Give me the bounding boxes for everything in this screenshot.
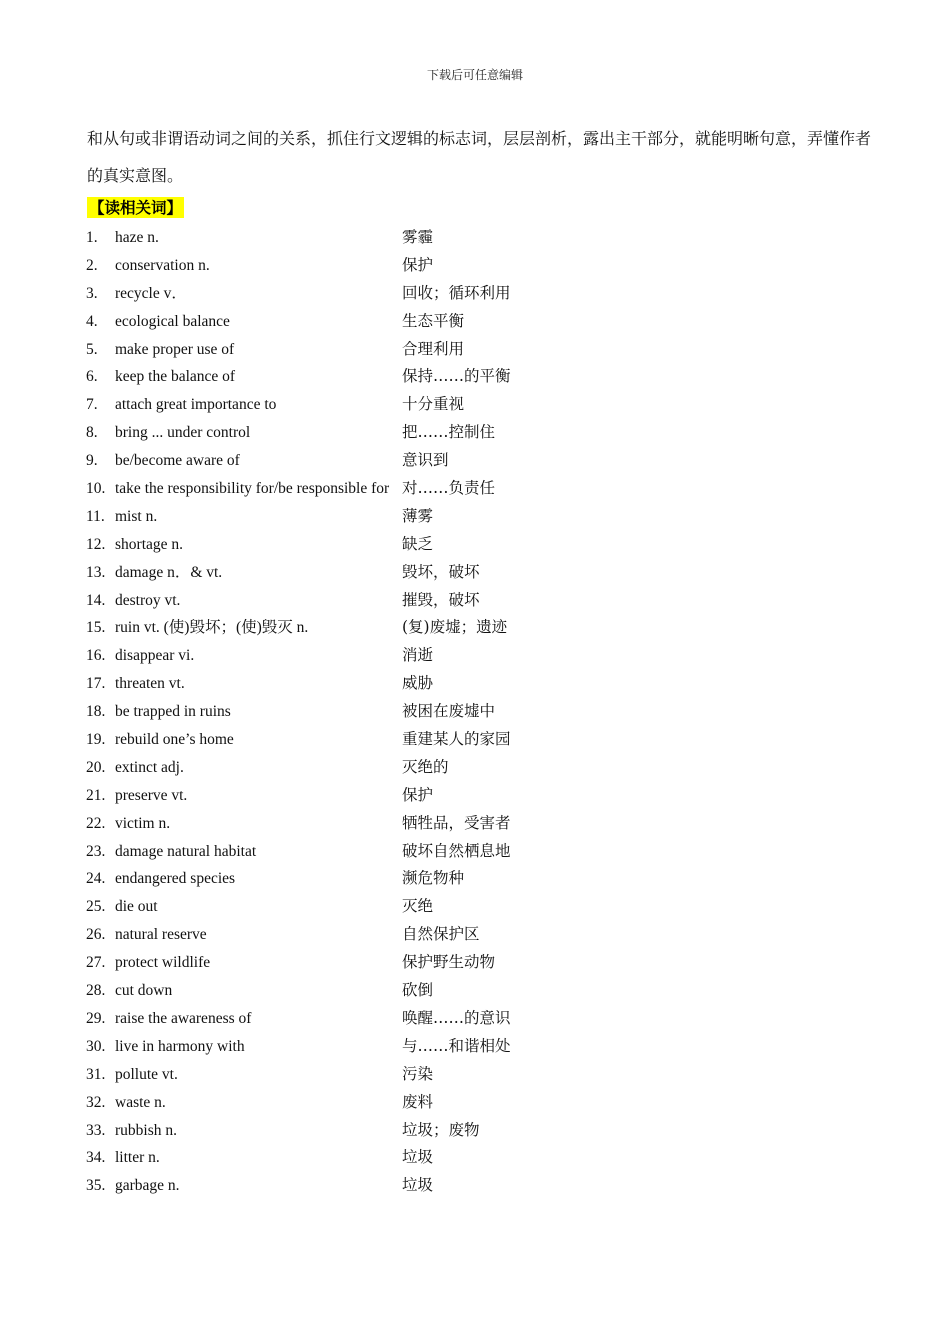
vocab-meaning: 废料	[402, 1092, 434, 1111]
vocab-number: 21.	[86, 786, 106, 804]
vocab-term: ecological balance	[115, 312, 230, 330]
vocab-row	[86, 977, 686, 1005]
vocab-row	[86, 363, 686, 391]
vocab-row	[86, 614, 686, 642]
vocab-number: 3.	[86, 284, 98, 302]
vocab-row	[86, 224, 686, 252]
vocab-number: 11.	[86, 507, 105, 525]
vocab-number: 4.	[86, 312, 98, 330]
vocab-row	[86, 921, 686, 949]
vocab-row	[86, 1089, 686, 1117]
vocab-row	[86, 698, 686, 726]
vocab-number: 27.	[86, 954, 106, 972]
vocab-number: 15.	[86, 619, 106, 637]
vocab-row	[86, 754, 686, 782]
vocab-number: 26.	[86, 926, 106, 944]
vocab-number: 28.	[86, 982, 106, 1000]
vocab-row	[86, 531, 686, 559]
vocab-meaning: 自然保护区	[402, 925, 480, 944]
vocab-term: pollute vt.	[115, 1065, 178, 1083]
vocab-number: 34.	[86, 1149, 106, 1167]
vocab-number: 8.	[86, 424, 98, 442]
vocab-list	[86, 224, 686, 1200]
vocab-meaning: 缺乏	[402, 534, 434, 553]
vocab-row	[86, 1144, 686, 1172]
vocab-meaning: 砍倒	[402, 981, 434, 1000]
vocab-number: 17.	[86, 675, 106, 693]
vocab-meaning: 意识到	[402, 451, 449, 470]
vocab-number: 19.	[86, 731, 106, 749]
vocab-number: 29.	[86, 1009, 106, 1027]
vocab-meaning: 十分重视	[402, 395, 465, 414]
vocab-row	[86, 475, 686, 503]
vocab-term: preserve vt.	[115, 786, 188, 804]
vocab-row	[86, 308, 686, 336]
vocab-term: disappear vi.	[115, 647, 195, 665]
vocab-row	[86, 1033, 686, 1061]
vocab-number: 23.	[86, 842, 106, 860]
vocab-meaning: 生态平衡	[402, 311, 465, 330]
vocab-number: 9.	[86, 452, 98, 470]
vocab-row	[86, 336, 686, 364]
vocab-term: damage n．& vt.	[115, 563, 223, 581]
vocab-row	[86, 1117, 686, 1145]
vocab-term: conservation n.	[115, 256, 210, 274]
vocab-row	[86, 865, 686, 893]
vocab-term: litter n.	[115, 1149, 160, 1167]
section-heading: 【读相关词】	[89, 198, 183, 217]
vocab-row	[86, 1005, 686, 1033]
vocab-term: be/become aware of	[115, 452, 240, 470]
vocab-term: waste n.	[115, 1093, 166, 1111]
vocab-term: protect wildlife	[115, 954, 211, 972]
vocab-meaning: (复)废墟；遗迹	[402, 618, 508, 637]
vocab-number: 22.	[86, 814, 106, 832]
vocab-row	[86, 810, 686, 838]
vocab-meaning: 唤醒……的意识	[402, 1008, 511, 1027]
vocab-term: garbage n.	[115, 1177, 180, 1195]
vocab-number: 6.	[86, 368, 98, 386]
vocab-number: 10.	[86, 480, 106, 498]
vocab-number: 16.	[86, 647, 106, 665]
vocab-meaning: 灭绝	[402, 897, 434, 916]
vocab-number: 32.	[86, 1093, 106, 1111]
vocab-meaning: 合理利用	[402, 339, 465, 358]
vocab-meaning: 对……负责任	[402, 479, 496, 498]
vocab-row	[86, 949, 686, 977]
vocab-meaning: 薄雾	[402, 506, 434, 525]
vocab-meaning: 雾霾	[402, 228, 434, 246]
vocab-term: recycle v．	[115, 284, 187, 302]
vocab-number: 18.	[86, 703, 106, 721]
vocab-number: 25.	[86, 898, 106, 916]
vocab-row	[86, 447, 686, 475]
vocab-meaning: 破坏自然栖息地	[402, 841, 511, 860]
vocab-row	[86, 726, 686, 754]
vocab-meaning: 与……和谐相处	[402, 1036, 511, 1055]
vocab-meaning: 灭绝的	[402, 757, 449, 776]
vocab-number: 7.	[86, 396, 98, 414]
vocab-term: make proper use of	[115, 340, 235, 358]
vocab-term: shortage n.	[115, 535, 184, 553]
vocab-number: 2.	[86, 256, 98, 274]
vocab-meaning: 重建某人的家园	[402, 730, 511, 749]
vocab-meaning: 牺牲品，受害者	[402, 813, 511, 832]
page-header: 下载后可任意编辑	[426, 68, 523, 82]
vocab-meaning: 保持……的平衡	[402, 367, 511, 386]
vocab-term: threaten vt.	[115, 675, 185, 693]
vocab-number: 13.	[86, 563, 106, 581]
vocab-meaning: 垃圾；废物	[402, 1120, 480, 1139]
vocab-number: 31.	[86, 1065, 106, 1083]
vocab-row	[86, 252, 686, 280]
vocab-meaning: 威胁	[402, 674, 434, 693]
vocab-row	[86, 391, 686, 419]
vocab-meaning: 污染	[402, 1064, 434, 1083]
vocab-meaning: 垃圾	[402, 1176, 434, 1195]
vocab-term: extinct adj.	[115, 758, 184, 776]
vocab-row	[86, 559, 686, 587]
vocab-term: bring ... under control	[115, 424, 251, 442]
vocab-number: 5.	[86, 340, 98, 358]
vocab-term: live in harmony with	[115, 1037, 245, 1055]
vocab-term: damage natural habitat	[115, 842, 257, 860]
vocab-number: 33.	[86, 1121, 106, 1139]
vocab-meaning: 消逝	[402, 646, 434, 665]
vocab-number: 1.	[86, 229, 98, 246]
vocab-meaning: 垃圾	[402, 1148, 434, 1167]
vocab-term: cut down	[115, 982, 173, 1000]
vocab-row	[86, 587, 686, 615]
vocab-meaning: 保护	[402, 255, 434, 274]
vocab-row	[86, 503, 686, 531]
vocab-term: die out	[115, 898, 158, 916]
vocab-number: 35.	[86, 1177, 106, 1195]
vocab-row	[86, 670, 686, 698]
intro-paragraph: 和从句或非谓语动词之间的关系，抓住行文逻辑的标志词，层层剖析，露出主干部分，就能明晰句意，弄懂作者的真实意图。	[87, 129, 872, 185]
vocab-row	[86, 642, 686, 670]
vocab-number: 24.	[86, 870, 106, 888]
vocab-number: 14.	[86, 591, 106, 609]
vocab-row	[86, 419, 686, 447]
vocab-term: rebuild one’s home	[115, 731, 234, 749]
vocab-term: destroy vt.	[115, 591, 181, 609]
vocab-term: take the responsibility for/be responsible for	[115, 480, 390, 498]
vocab-meaning: 保护	[402, 785, 434, 804]
vocab-term: ruin vt. (使)毁坏；(使)毁灭 n.	[115, 619, 309, 637]
vocab-number: 12.	[86, 535, 106, 553]
vocab-meaning: 保护野生动物	[402, 953, 496, 972]
vocab-term: mist n.	[115, 507, 158, 525]
vocab-meaning: 摧毁，破坏	[402, 590, 480, 609]
vocab-meaning: 濒危物种	[402, 869, 465, 888]
vocab-row	[86, 1061, 686, 1089]
vocab-term: haze n.	[115, 229, 159, 246]
vocab-meaning: 被困在废墟中	[402, 702, 496, 721]
vocab-term: be trapped in ruins	[115, 703, 231, 721]
vocab-term: endangered species	[115, 870, 236, 888]
vocab-term: attach great importance to	[115, 396, 277, 414]
vocab-row	[86, 782, 686, 810]
vocab-term: raise the awareness of	[115, 1009, 252, 1027]
vocab-number: 30.	[86, 1037, 106, 1055]
vocab-term: rubbish n.	[115, 1121, 177, 1139]
vocab-term: keep the balance of	[115, 368, 236, 386]
vocab-row	[86, 838, 686, 866]
vocab-number: 20.	[86, 758, 106, 776]
vocab-meaning: 回收；循环利用	[402, 283, 511, 302]
vocab-row	[86, 280, 686, 308]
vocab-row	[86, 1172, 686, 1200]
vocab-meaning: 把……控制住	[402, 423, 496, 442]
vocab-term: victim n.	[115, 814, 171, 832]
vocab-meaning: 毁坏，破坏	[402, 562, 480, 581]
vocab-term: natural reserve	[115, 926, 207, 944]
vocab-row	[86, 893, 686, 921]
